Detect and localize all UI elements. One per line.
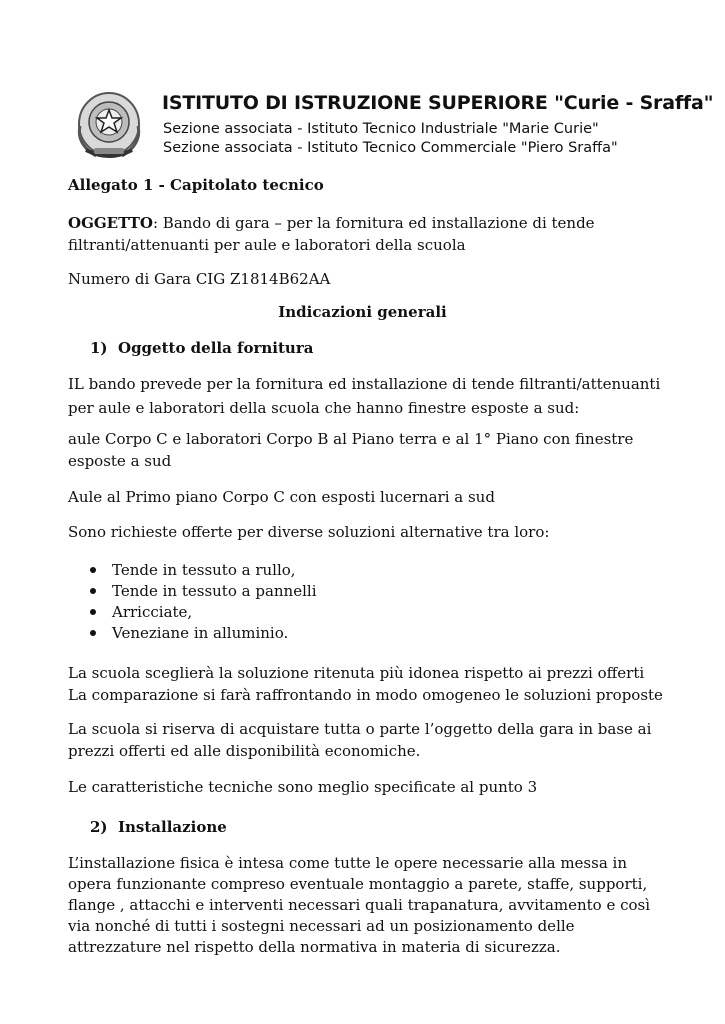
list-item (88, 560, 317, 581)
list-item (88, 623, 317, 644)
object-text-line2: filtranti/attenuanti per aule e laboratori della scuola (68, 236, 466, 254)
section2-number: 2) (90, 818, 108, 836)
bullet-icon (90, 567, 96, 573)
institute-title: ISTITUTO DI ISTRUZIONE SUPERIORE "Curie - Sraffa" (162, 92, 714, 114)
bullet-icon (90, 609, 96, 615)
list-item (88, 581, 317, 602)
section-curie: Sezione associata - Istituto Tecnico Industriale "Marie Curie" (163, 121, 599, 137)
section1-para2: aule Corpo C e laboratori Corpo B al Piano terra e al 1° Piano con finestre esposte a sud (68, 430, 634, 470)
section2-para1: L’installazione fisica è intesa come tutte le opere necessarie alla messa in opera funzionante compreso eventuale montaggio a parete, staffe, supporti, flange , attacchi e interventi necessari quali trapanatura, avvitamento e così via nonché di tutti i sostegni necessari ad un posizionamento delle attrezzature nel rispetto della normativa in materia di sicurezza. (68, 854, 651, 956)
list-item-text: Veneziane in alluminio. (112, 624, 289, 642)
list-item-text: Tende in tessuto a rullo, (112, 561, 296, 579)
italian-republic-emblem-icon (66, 86, 152, 164)
list-item-text: Arricciate, (112, 603, 193, 621)
section1-para5-line2: La comparazione si farà raffrontando in modo omogeneo le soluzioni proposte (68, 686, 663, 704)
section1-para4: Sono richieste offerte per diverse soluzioni alternative tra loro: (68, 523, 550, 541)
object-label: OGGETTO (68, 214, 153, 232)
section1-heading (90, 337, 313, 359)
section1-para5-line1: La scuola sceglierà la soluzione ritenuta più idonea rispetto ai prezzi offerti (68, 664, 645, 682)
section1-title: Oggetto della fornitura (118, 339, 314, 357)
section2-heading (90, 816, 227, 838)
object-text-line1: : Bando di gara – per la fornitura ed installazione di tende (152, 214, 595, 232)
section1-para7: Le caratteristiche tecniche sono meglio specificate al punto 3 (68, 778, 538, 796)
object-paragraph (68, 212, 688, 256)
bullet-icon (90, 630, 96, 636)
section1-para1: IL bando prevede per la fornitura ed installazione di tende filtranti/attenuanti per aule e laboratori della scuola che hanno finestre esposte a sud: (68, 375, 661, 417)
attachment-title: Allegato 1 - Capitolato tecnico (68, 176, 324, 194)
bullet-icon (90, 588, 96, 594)
general-heading: Indicazioni generali (278, 303, 447, 321)
tender-number: Numero di Gara CIG Z1814B62AA (68, 270, 331, 288)
section1-para5 (68, 662, 688, 706)
list-item-text: Tende in tessuto a pannelli (112, 582, 317, 600)
section2-title: Installazione (118, 818, 227, 836)
list-item (88, 602, 317, 623)
section1-para6: La scuola si riserva di acquistare tutta o parte l’oggetto della gara in base ai prezzi offerti ed alle disponibilità economiche. (68, 720, 652, 760)
section-sraffa: Sezione associata - Istituto Tecnico Commerciale "Piero Sraffa" (163, 140, 618, 156)
solutions-list (88, 560, 317, 644)
section1-para3: Aule al Primo piano Corpo C con esposti lucernari a sud (68, 488, 495, 506)
section1-number: 1) (90, 339, 108, 357)
